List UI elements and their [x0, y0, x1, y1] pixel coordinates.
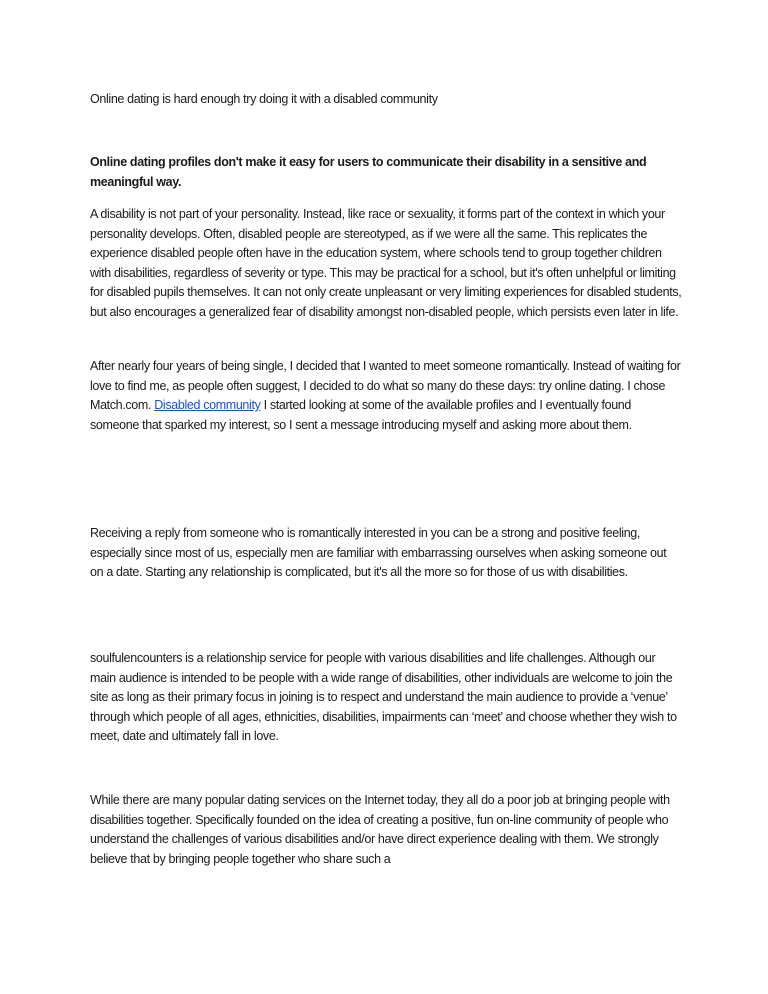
document-title: Online dating is hard enough try doing it with a disabled community	[90, 92, 438, 106]
paragraph-2	[90, 357, 682, 435]
paragraph-2-text-after-link: I started looking at some of the available profiles and I eventually found someone that sparked my interest, so I sent a message introducing myself and asking more about them.	[90, 398, 632, 432]
disabled-community-link[interactable]: Disabled community	[154, 398, 261, 412]
paragraph-5: While there are many popular dating services on the Internet today, they all do a poor job at bringing people with disabilities together. Specifically founded on the idea of creating a positive, fun on-line community of people who understand the challenges of various disabilities and/or have direct experience dealing with them. We strongly believe that by bringing people together who share such a	[90, 793, 670, 866]
paragraph-2-text-before-link: After nearly four years of being single, I decided that I wanted to meet someone romantically. Instead of waiting for love to find me, as people often suggest, I decided to do what so many do these days: try online dating. I chose Match.com.	[90, 359, 681, 412]
paragraph-4: soulfulencounters is a relationship service for people with various disabilities and life challenges. Although our main audience is intended to be people with a wide range of disabilities, other individuals are welcome to join the site as long as their primary focus in joining is to respect and understand the main audience to provide a ‘venue’ through which people of all ages, ethnicities, disabilities, impairments can ‘meet’ and choose whether they wish to meet, date and ultimately fall in love.	[90, 651, 677, 743]
paragraph-1: A disability is not part of your personality. Instead, like race or sexuality, it forms part of the context in which your personality develops. Often, disabled people are stereotyped, as if we were all the same. This replicates the experience disabled people often have in the education system, where schools tend to group together children with disabilities, regardless of severity or type. This may be practical for a school, but it's often unhelpful or limiting for disabled pupils themselves. It can not only create unpleasant or very limiting experiences for disabled students, but also encourages a generalized fear of disability amongst non-disabled people, which persists even later in life.	[90, 207, 682, 319]
paragraph-3: Receiving a reply from someone who is romantically interested in you can be a strong and positive feeling, especially since most of us, especially men are familiar with embarrassing ourselves when asking someone out on a date. Starting any relationship is complicated, but it's all the more so for those of us with disabilities.	[90, 526, 667, 579]
subheading: Online dating profiles don't make it easy for users to communicate their disability in a sensitive and meaningful way.	[90, 155, 647, 189]
